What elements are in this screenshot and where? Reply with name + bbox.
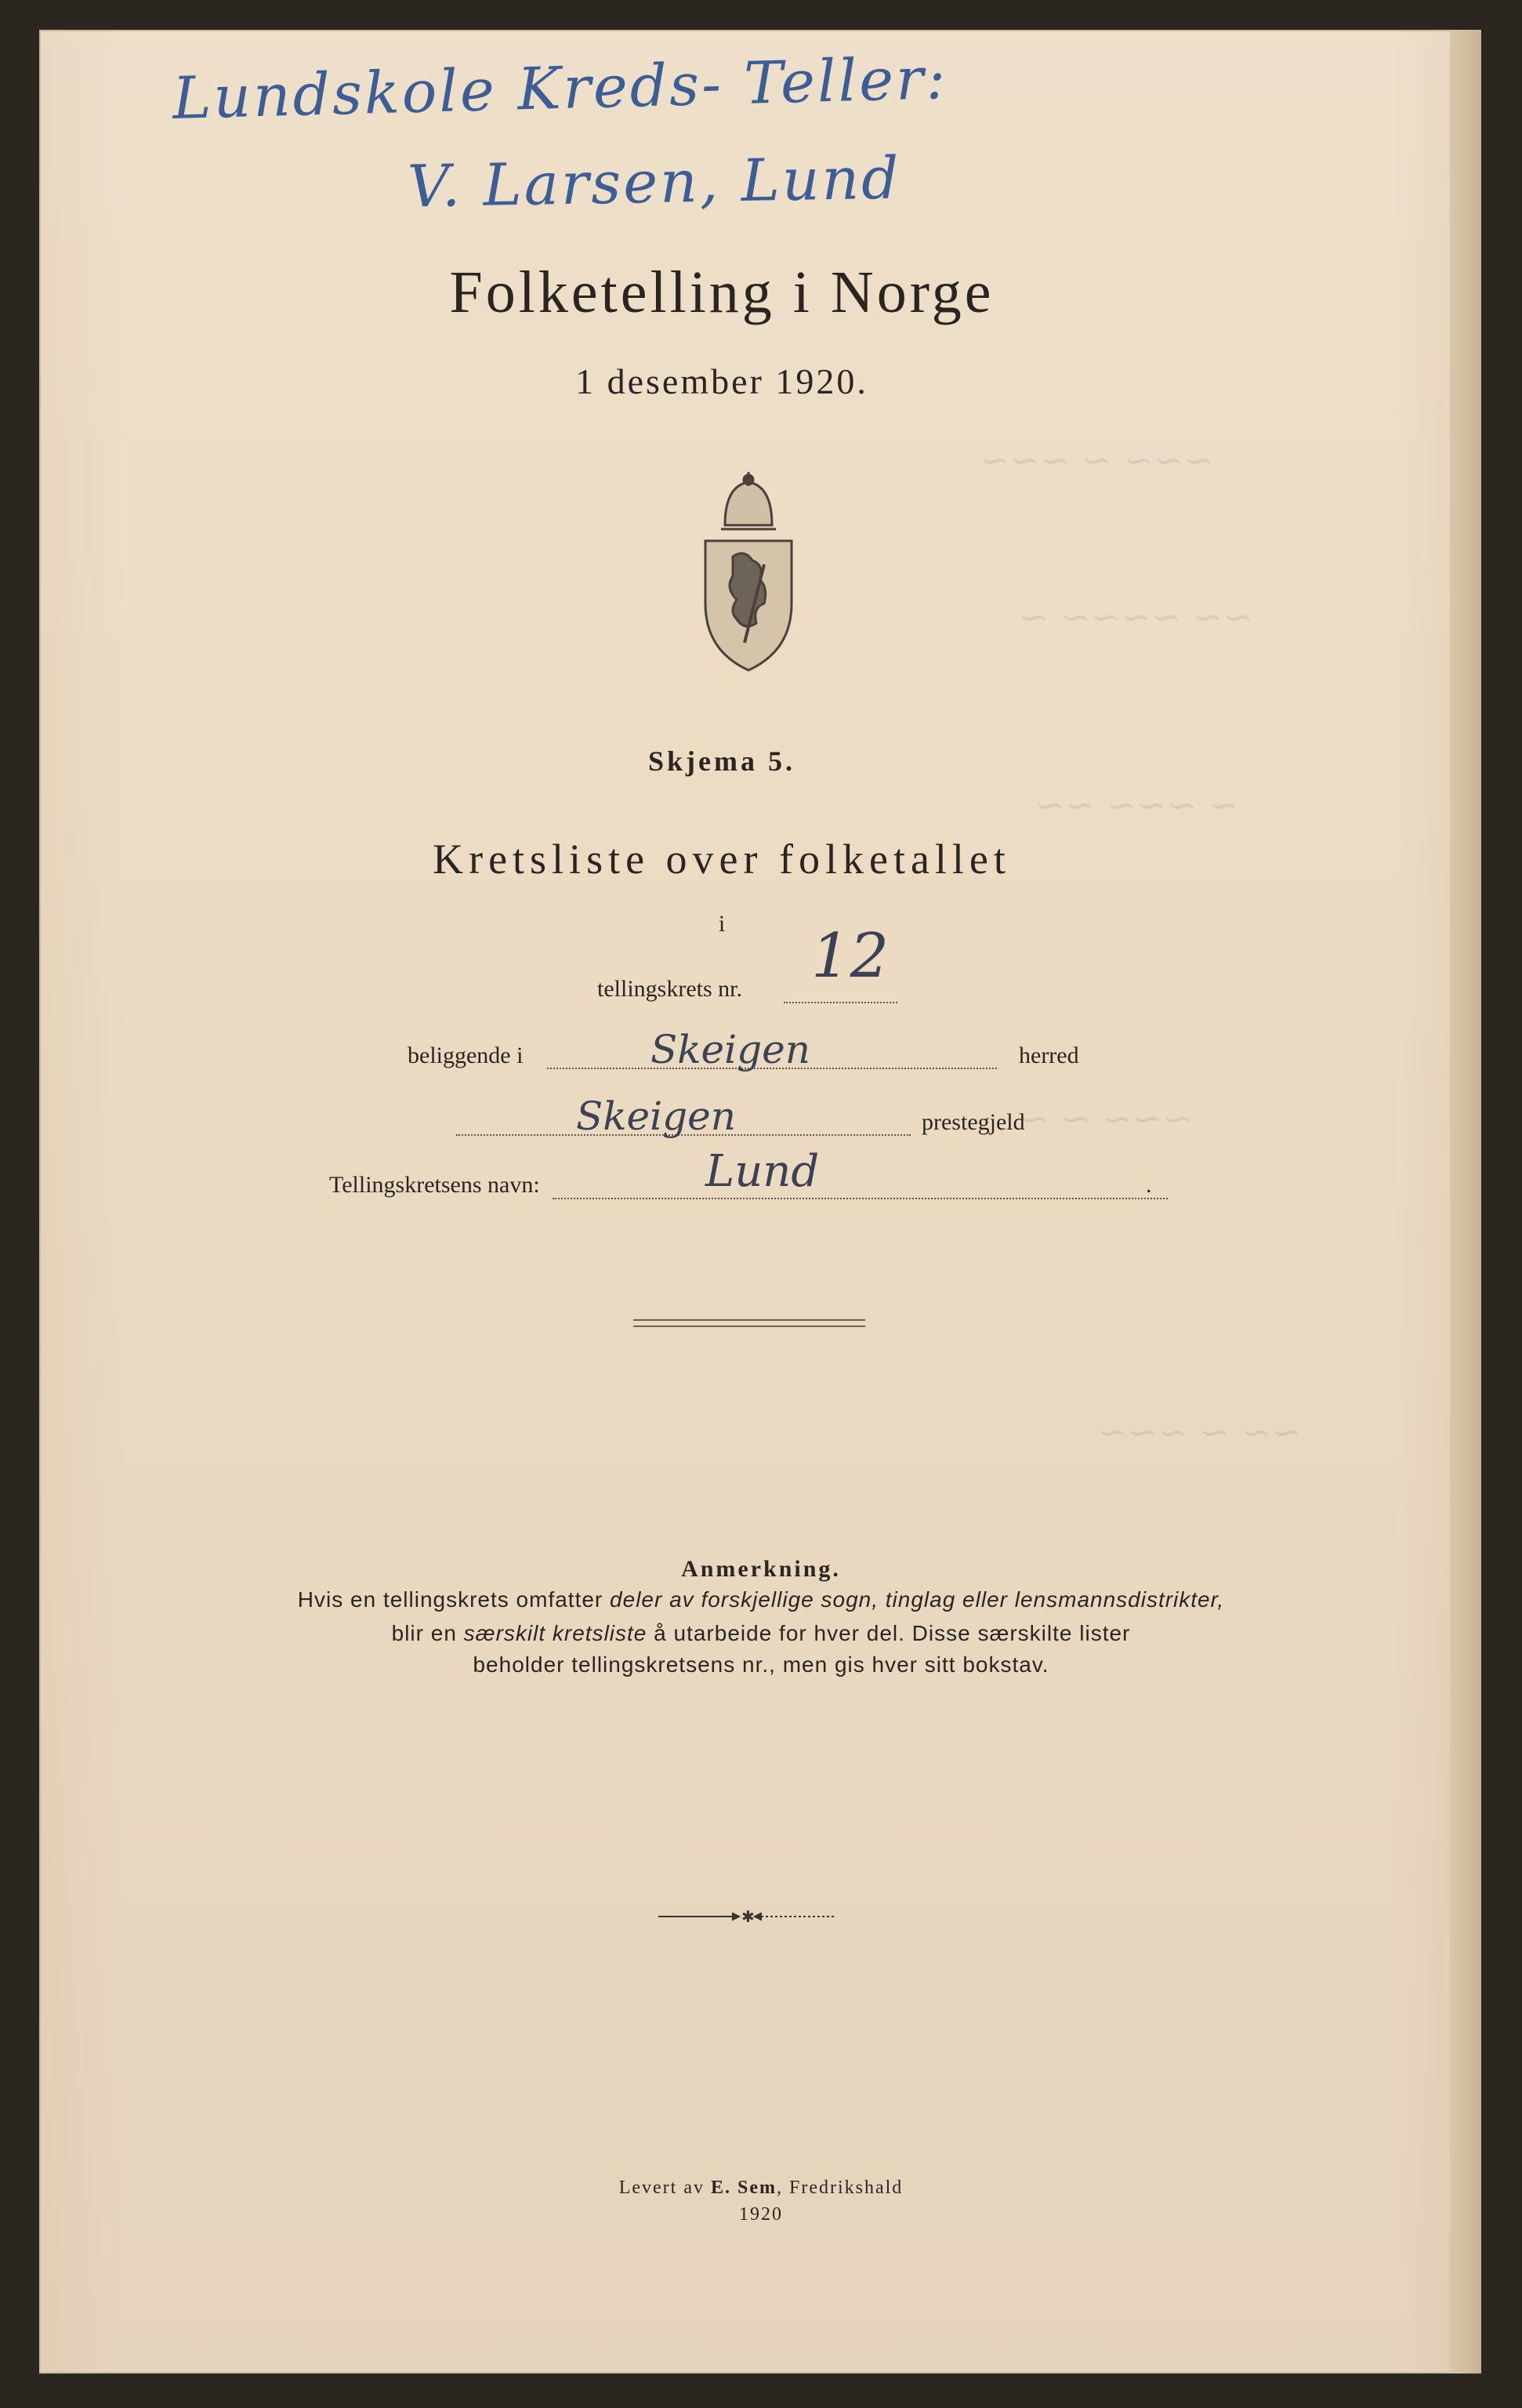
krets-number-label: tellingskrets nr. — [597, 976, 742, 1002]
note-line-1-b: deler av forskjellige sogn, tinglag eller lensmannsdistrikter, — [610, 1587, 1225, 1612]
note-line-2-b: særskilt kretsliste — [463, 1621, 647, 1645]
district-name-line — [553, 1198, 1168, 1199]
note-line-2 — [0, 1621, 1522, 1646]
schema-number: Skjema 5. — [648, 745, 795, 777]
handwritten-header-line-1: Lundskole Kreds- Teller: — [172, 45, 949, 132]
section-divider — [633, 1319, 865, 1327]
connector-word: i — [718, 911, 726, 937]
located-in-value: Skeigen — [650, 1027, 810, 1072]
krets-number-value: 12 — [811, 921, 890, 992]
form-heading: Kretsliste over folketallet — [433, 836, 1011, 883]
krets-number-line — [784, 1002, 897, 1003]
printer-credit — [0, 2178, 1522, 2199]
parish-label: prestegjeld — [922, 1109, 1025, 1135]
bleed-through-mark: ~~ ~~~~ ~ — [1019, 596, 1254, 638]
printer-year: 1920 — [739, 2204, 783, 2225]
printer-name: E. Sem — [710, 2178, 777, 2198]
herred-label: herred — [1019, 1043, 1079, 1068]
note-line-1-a: Hvis en tellingskrets omfatter — [297, 1587, 611, 1612]
document-title: Folketelling i Norge — [449, 259, 995, 325]
note-line-2-c: å utarbeide for hver del. Disse særskilte lister — [647, 1621, 1131, 1645]
note-line-2-a: blir en — [391, 1621, 464, 1645]
printer-credit-c: , Fredrikshald — [776, 2178, 904, 2198]
svg-text:✱: ✱ — [741, 1907, 755, 1926]
ornament-divider-icon — [658, 1906, 835, 1927]
parish-value: Skeigen — [576, 1093, 736, 1139]
page-edge — [1450, 30, 1481, 2374]
note-line-3: beholder tellingskretsens nr., men gis hver sitt bokstav. — [473, 1652, 1049, 1677]
coat-of-arms-icon — [690, 470, 807, 674]
district-name-end: . — [1146, 1172, 1152, 1198]
printer-credit-a: Levert av — [618, 2178, 711, 2198]
bleed-through-mark: ~~~ ~ ~ — [1019, 1097, 1193, 1140]
located-in-label: beliggende i — [408, 1043, 524, 1068]
bleed-through-mark: ~~ ~ ~~~ — [1097, 1411, 1302, 1453]
note-title: Anmerkning. — [681, 1556, 841, 1582]
bleed-through-mark: ~~~ ~ ~~~ — [980, 439, 1215, 481]
note-line-1 — [0, 1587, 1522, 1612]
handwritten-header-line-2: V. Larsen, Lund — [407, 144, 902, 221]
district-name-label: Tellingskretsens navn: — [329, 1172, 540, 1198]
bleed-through-mark: ~ ~~~ ~~ — [1035, 784, 1239, 826]
district-name-value: Lund — [705, 1146, 820, 1197]
document-date: 1 desember 1920. — [575, 361, 868, 401]
